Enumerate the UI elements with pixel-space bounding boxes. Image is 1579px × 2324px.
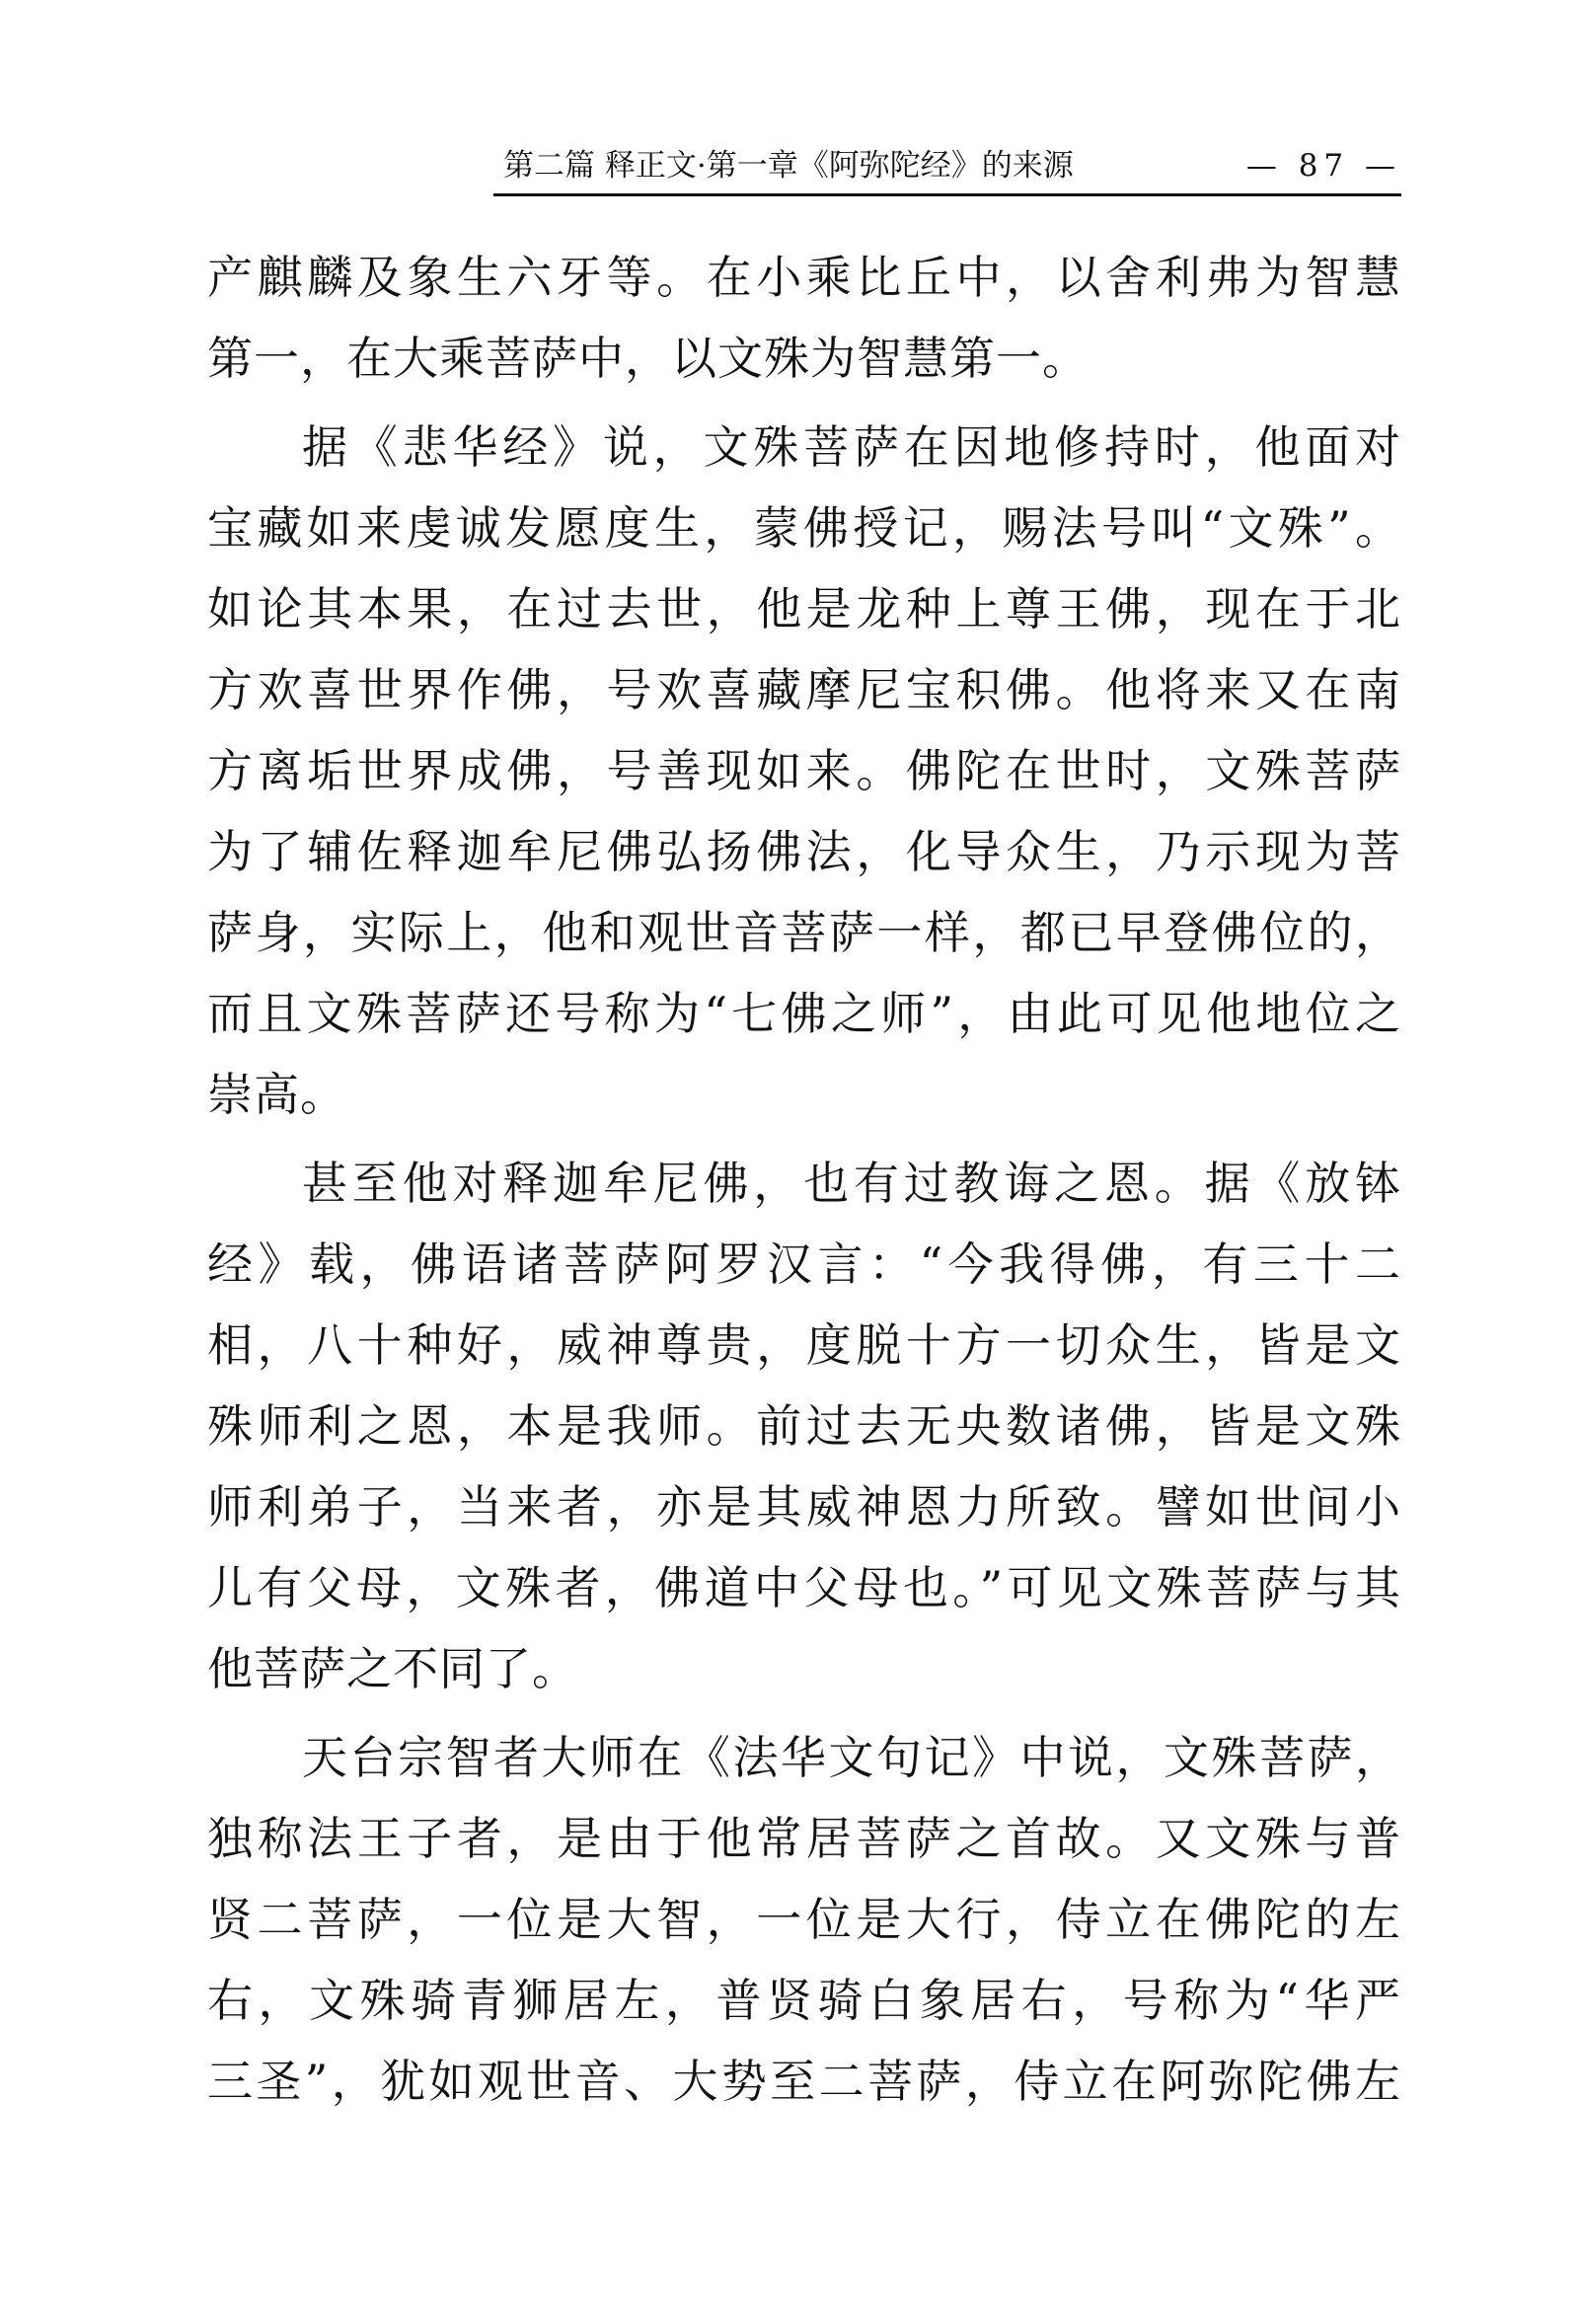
text-line: 如论其本果，在过去世，他是龙种上尊王佛，现在于北 bbox=[207, 582, 1401, 636]
text-line: 经》载，佛语诸菩萨阿罗汉言：“今我得佛，有三十二 bbox=[207, 1237, 1401, 1291]
text-line: 据《悲华经》说，文殊菩萨在因地修持时，他面对 bbox=[302, 420, 1401, 474]
body-text bbox=[207, 237, 1401, 2122]
text-line: 相，八十种好，威神尊贵，度脱十方一切众生，皆是文 bbox=[207, 1318, 1401, 1372]
text-line: 方离垢世界成佛，号善现如来。佛陀在世时，文殊菩萨 bbox=[207, 744, 1401, 797]
text-line: 宝藏如来虔诚发愿度生，蒙佛授记，赐法号叫“文殊”。 bbox=[207, 501, 1401, 555]
text-line: 第一，在大乘菩萨中，以文殊为智慧第一。 bbox=[207, 332, 1089, 385]
text-line: 产麒麟及象生六牙等。在小乘比丘中，以舍利弗为智慧 bbox=[207, 251, 1401, 304]
text-line: 为了辅佐释迦牟尼佛弘扬佛法，化导众生，乃示现为菩 bbox=[207, 825, 1401, 878]
text-line: 殊师利之恩，本是我师。前过去无央数诸佛，皆是文殊 bbox=[207, 1399, 1401, 1453]
text-line: 而且文殊菩萨还号称为“七佛之师”，由此可见他地位之 bbox=[207, 987, 1401, 1040]
running-header bbox=[493, 138, 1401, 193]
text-line: 萨身，实际上，他和观世音菩萨一样，都已早登佛位的， bbox=[207, 906, 1401, 959]
text-line: 崇高。 bbox=[207, 1068, 346, 1121]
text-line: 儿有父母，文殊者，佛道中父母也。”可见文殊菩萨与其 bbox=[207, 1561, 1401, 1614]
header-rule bbox=[493, 193, 1401, 196]
text-line: 方欢喜世界作佛，号欢喜藏摩尼宝积佛。他将来又在南 bbox=[207, 663, 1401, 716]
text-line: 甚至他对释迦牟尼佛，也有过教诲之恩。据《放钵 bbox=[302, 1157, 1401, 1210]
text-line: 师利弟子，当来者，亦是其威神恩力所致。譬如世间小 bbox=[207, 1480, 1401, 1534]
text-line: 独称法王子者，是由于他常居菩萨之首故。又文殊与普 bbox=[207, 1812, 1401, 1865]
text-line: 三圣”，犹如观世音、大势至二菩萨，侍立在阿弥陀佛左 bbox=[207, 2055, 1401, 2108]
text-line: 右，文殊骑青狮居左，普贤骑白象居右，号称为“华严 bbox=[207, 1974, 1401, 2027]
chapter-title: 第二篇 释正文·第一章《阿弥陀经》的来源 bbox=[503, 148, 1074, 184]
text-line: 贤二菩萨，一位是大智，一位是大行，侍立在佛陀的左 bbox=[207, 1893, 1401, 1946]
text-line: 天台宗智者大师在《法华文句记》中说，文殊菩萨， bbox=[302, 1731, 1401, 1784]
page-number: — 87 — bbox=[1245, 148, 1401, 184]
text-line: 他菩萨之不同了。 bbox=[207, 1642, 578, 1695]
